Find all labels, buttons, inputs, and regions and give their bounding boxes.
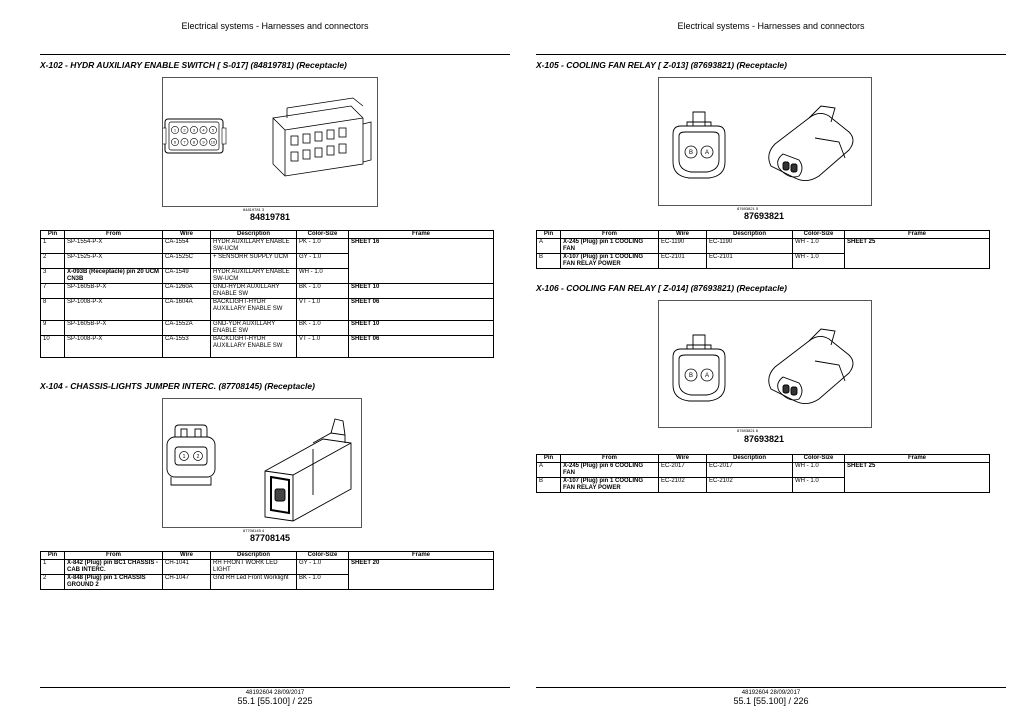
cell-description: GND-YDR AUXILLARY ENABLE SW (211, 321, 297, 336)
cell-color: WH - 1.0 (793, 239, 845, 254)
col-from: From (65, 231, 163, 239)
part-number: 87693821 (743, 211, 785, 221)
cell-pin: A (537, 239, 561, 254)
pin-table (536, 454, 990, 493)
section-title: X-105 - COOLING FAN RELAY [ Z-013] (87693821) (Receptacle) (536, 60, 787, 70)
cell-pin: 9 (41, 321, 65, 336)
cell-color: VT - 1.0 (297, 336, 349, 358)
col-from: From (561, 231, 659, 239)
pin-label: A (704, 150, 710, 156)
section-title: X-106 - COOLING FAN RELAY [ Z-014] (87693821) (Receptacle) (536, 283, 787, 293)
cell-from: SP-1605B-P-X (65, 321, 163, 336)
pin-label: B (688, 150, 694, 156)
cell-description: BACKLIGHT-HYDR AUXILLARY ENABLE SW (211, 336, 297, 358)
cell-description: EC-1190 (707, 239, 793, 254)
col-pin: Pin (537, 231, 561, 239)
cell-description: HYDR AUXILLARY ENABLE SW-UCM (211, 269, 297, 284)
col-color-size: Color-Size (297, 552, 349, 560)
pin-label: 3 (192, 127, 196, 133)
two-pin-connector-drawing (163, 399, 361, 527)
cell-wire: CA-1604A (163, 299, 211, 321)
cell-pin: 1 (41, 560, 65, 575)
connector-figure (162, 77, 378, 207)
cell-from: SP-1525-P-X (65, 254, 163, 269)
col-color-size: Color-Size (297, 231, 349, 239)
cell-pin: 8 (41, 299, 65, 321)
figure-id: 84819781 3 (243, 207, 265, 212)
pin-label: 6 (173, 139, 177, 145)
cell-frame: SHEET 06 (349, 336, 494, 358)
connector-figure (658, 77, 872, 206)
col-frame: Frame (845, 231, 990, 239)
cell-color: WH - 1.0 (793, 463, 845, 478)
cell-wire: CA-1260A (163, 284, 211, 299)
col-pin: Pin (41, 552, 65, 560)
cell-pin: 1 (41, 239, 65, 254)
cell-wire: EC-1190 (659, 239, 707, 254)
pin-label: B (688, 373, 694, 379)
pin-table (40, 551, 494, 590)
part-number: 87708145 (249, 533, 291, 543)
cell-wire: EC-2017 (659, 463, 707, 478)
col-frame: Frame (349, 231, 494, 239)
cell-description: EC-2101 (707, 254, 793, 269)
cell-frame: SHEET 20 (349, 560, 494, 590)
table-row (41, 336, 494, 358)
pin-label: 2 (183, 127, 186, 133)
cell-pin: 7 (41, 284, 65, 299)
left-page (40, 0, 510, 724)
pin-table (536, 230, 990, 269)
cell-description: EC-2102 (707, 478, 793, 493)
cell-description: + SENSORR SUPPLY UCM (211, 254, 297, 269)
connector-figure (658, 300, 872, 428)
table-row (537, 463, 990, 478)
cell-frame: SHEET 25 (845, 463, 990, 493)
cell-from: X-093B (Receptacle) pin 20 UCM CN3B (65, 269, 163, 284)
cell-from: X-107 (Plug) pin 1 COOLING FAN RELAY POWER (561, 254, 659, 269)
section-title: X-102 - HYDR AUXILIARY ENABLE SWITCH [ S-017] (84819781) (Receptacle) (40, 60, 347, 70)
cell-color: BK - 1.0 (297, 321, 349, 336)
table-row (41, 239, 494, 254)
cell-frame: SHEET 25 (845, 239, 990, 269)
cell-from: X-107 (Plug) pin 1 COOLING FAN RELAY POWER (561, 478, 659, 493)
pin-table (40, 230, 494, 358)
col-wire: Wire (163, 231, 211, 239)
part-number: 84819781 (249, 212, 291, 222)
col-description: Description (211, 231, 297, 239)
pin-label: 9 (202, 139, 205, 145)
cell-color: VT - 1.0 (297, 299, 349, 321)
part-number: 87693821 (743, 434, 785, 444)
ten-pin-connector-drawing (163, 78, 377, 206)
col-description: Description (707, 231, 793, 239)
pin-label: 10 (210, 139, 216, 145)
figure-id: 87693821 5 (737, 206, 759, 211)
cell-color: WH - 1.0 (793, 478, 845, 493)
table-row (41, 560, 494, 575)
cell-pin: 10 (41, 336, 65, 358)
relay-connector-drawing (659, 78, 871, 205)
col-description: Description (707, 455, 793, 463)
col-frame: Frame (845, 455, 990, 463)
cell-color: BK - 1.0 (297, 575, 349, 590)
col-color-size: Color-Size (793, 231, 845, 239)
pin-label: 1 (182, 454, 186, 460)
cell-color: WH - 1.0 (297, 269, 349, 284)
table-row (537, 239, 990, 254)
cell-description: GND-HYDR AUXILLARY ENABLE SW (211, 284, 297, 299)
col-from: From (561, 455, 659, 463)
page-header: Electrical systems - Harnesses and connectors (677, 21, 865, 31)
cell-pin: 2 (41, 575, 65, 590)
cell-color: BK - 1.0 (297, 284, 349, 299)
col-color-size: Color-Size (793, 455, 845, 463)
cell-color: GY - 1.0 (297, 254, 349, 269)
cell-wire: CA-1549 (163, 269, 211, 284)
page-footer (536, 690, 1006, 706)
footer-rule (40, 687, 510, 688)
cell-frame: SHEET 10 (349, 321, 494, 336)
cell-wire: EC-2101 (659, 254, 707, 269)
table-row (41, 284, 494, 299)
cell-description: BACKLIGHT-HYDR AUXILLARY ENABLE SW (211, 299, 297, 321)
table-row (41, 321, 494, 336)
cell-wire: EC-2102 (659, 478, 707, 493)
cell-pin: B (537, 478, 561, 493)
page-header: Electrical systems - Harnesses and connectors (181, 21, 369, 31)
right-page (536, 0, 1006, 724)
cell-from: X-848 (Plug) pin 1 CHASSIS GROUND 2 (65, 575, 163, 590)
col-frame: Frame (349, 552, 494, 560)
pin-label: 2 (196, 454, 200, 460)
cell-wire: CA-1552A (163, 321, 211, 336)
cell-color: WH - 1.0 (793, 254, 845, 269)
cell-wire: CA-1554 (163, 239, 211, 254)
connector-figure (162, 398, 362, 528)
cell-wire: CA-1553 (163, 336, 211, 358)
cell-from: SP-1605B-P-X (65, 284, 163, 299)
col-wire: Wire (659, 231, 707, 239)
pin-label: 1 (173, 127, 177, 133)
cell-wire: CH-1041 (163, 560, 211, 575)
footer-doc-code: 48192604 28/09/2017 (245, 690, 305, 696)
col-pin: Pin (41, 231, 65, 239)
footer-doc-code: 48192604 28/09/2017 (741, 690, 801, 696)
table-header-row (41, 552, 494, 560)
cell-from: X-245 (Plug) pin 1 COOLING FAN (561, 239, 659, 254)
cell-frame: SHEET 16 (349, 239, 494, 284)
col-wire: Wire (163, 552, 211, 560)
footer-rule (536, 687, 1006, 688)
footer-page-number: 55.1 [55.100] / 226 (733, 696, 809, 706)
table-header-row (537, 455, 990, 463)
pin-label: 4 (202, 127, 205, 133)
cell-from: X-245 (Plug) pin 6 COOLING FAN (561, 463, 659, 478)
cell-frame: SHEET 06 (349, 299, 494, 321)
cell-from: X-842 (Plug) pin BC1 CHASSIS - CAB INTERC. (65, 560, 163, 575)
col-pin: Pin (537, 455, 561, 463)
cell-description: RH FRONT WORK LED LIGHT (211, 560, 297, 575)
table-header-row (537, 231, 990, 239)
cell-description: Gnd RH Led Front Worklight (211, 575, 297, 590)
table-header-row (41, 231, 494, 239)
cell-from: SP-1008-P-X (65, 336, 163, 358)
page-footer (40, 690, 510, 706)
table-row (41, 299, 494, 321)
figure-id: 87693821 6 (737, 428, 759, 433)
footer-page-number: 55.1 [55.100] / 225 (237, 696, 313, 706)
cell-description: HYDR AUXILLARY ENABLE SW-UCM (211, 239, 297, 254)
cell-description: EC-2017 (707, 463, 793, 478)
figure-id: 87708145 4 (243, 528, 265, 533)
col-wire: Wire (659, 455, 707, 463)
pin-label: 5 (211, 127, 215, 133)
section-title: X-104 - CHASSIS-LIGHTS JUMPER INTERC. (87708145) (Receptacle) (40, 381, 315, 391)
pin-label: A (704, 373, 710, 379)
header-rule (40, 54, 510, 55)
cell-color: PK - 1.0 (297, 239, 349, 254)
cell-pin: B (537, 254, 561, 269)
cell-frame: SHEET 10 (349, 284, 494, 299)
cell-pin: 3 (41, 269, 65, 284)
pin-label: 7 (183, 139, 186, 145)
cell-from: SP-1008-P-X (65, 299, 163, 321)
relay-connector-drawing (659, 301, 871, 427)
cell-pin: 2 (41, 254, 65, 269)
cell-wire: CH-1047 (163, 575, 211, 590)
cell-color: GY - 1.0 (297, 560, 349, 575)
col-description: Description (211, 552, 297, 560)
pin-label: 8 (192, 139, 196, 145)
cell-from: SP-1554-P-X (65, 239, 163, 254)
header-rule (536, 54, 1006, 55)
col-from: From (65, 552, 163, 560)
cell-pin: A (537, 463, 561, 478)
cell-wire: CA-1525C (163, 254, 211, 269)
